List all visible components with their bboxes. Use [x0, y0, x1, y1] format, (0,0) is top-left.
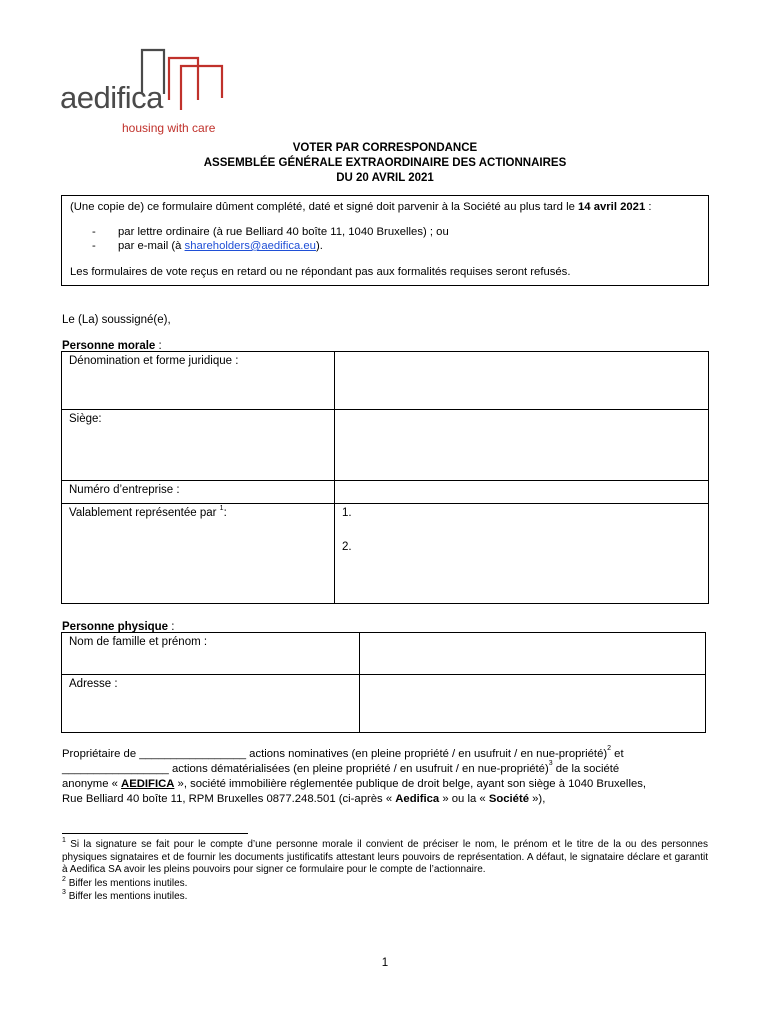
form-title: VOTER PAR CORRESPONDANCE — [292, 142, 478, 154]
natural-person-heading: Personne physique : — [62, 621, 175, 633]
representative-2: 2. — [342, 541, 352, 553]
natural-address-field[interactable] — [360, 675, 706, 733]
legal-name-field[interactable] — [335, 352, 709, 410]
ownership-line-1: Propriétaire de _________________ actions nominatives (en pleine propriété / en usufruit / en nue-propriété)$^2$ et — [62, 745, 624, 760]
footnote-1: $^1$ Si la signature se fait pour le compte d’une personne morale il convient de préciser le nom, le prénom et le titre de la ou des personnes physiques signataires et de fournir les documents justificatifs attestant leurs pouvoirs de représentation. A défaut, le signataire déclare et garantit à Aedifica SA avoir les pleins pouvoirs pour signer ce formulaire pour le compte de l’actionnaire. — [62, 837, 708, 875]
natural-person-table — [61, 632, 706, 733]
deadline-date: 14 avril 2021 — [578, 201, 646, 213]
company-name: AEDIFICA — [121, 778, 175, 790]
ownership-line-3: anonyme « AEDIFICA », société immobilière réglementée publique de droit belge, ayant son siège à 1040 Bruxelles, — [62, 778, 647, 790]
notice-intro: (Une copie de) ce formulaire dûment complété, daté et signé doit parvenir à la Société au plus tard le 14 avril 2021 : — [70, 201, 652, 213]
represented-by-label: Valablement représentée par $^1$: — [62, 504, 335, 604]
legal-person-heading: Personne morale : — [62, 340, 162, 352]
natural-address-label: Adresse : — [62, 675, 360, 733]
footnote-3: $^3$ Biffer les mentions inutiles. — [62, 889, 188, 902]
notice-option-email: - par e-mail (à shareholders@aedifica.eu). — [92, 240, 323, 252]
legal-seat-label: Siège: — [62, 410, 335, 481]
legal-name-label: Dénomination et forme juridique : — [62, 352, 335, 410]
representative-1: 1. — [342, 507, 352, 519]
ownership-line-2: _________________ actions dématérialisées (en pleine propriété / en usufruit / en nue-propriété)$^3$ de la société — [62, 760, 620, 775]
representatives-field[interactable] — [335, 504, 709, 604]
ownership-line-4: Rue Belliard 40 boîte 11, RPM Bruxelles 0877.248.501 (ci-après « Aedifica » ou la « Société »), — [62, 793, 546, 805]
legal-seat-field[interactable] — [335, 410, 709, 481]
company-number-field[interactable] — [335, 481, 709, 504]
natural-name-field[interactable] — [360, 633, 706, 675]
natural-name-label: Nom de famille et prénom : — [62, 633, 360, 675]
meeting-date: DU 20 AVRIL 2021 — [336, 172, 434, 184]
notice-box — [61, 195, 709, 286]
logo-wordmark: aedifica — [60, 80, 163, 115]
undersigned-label: Le (La) soussigné(e), — [62, 314, 171, 326]
email-link[interactable]: shareholders@aedifica.eu — [184, 240, 316, 252]
footnote-separator — [62, 833, 248, 834]
logo-tagline: housing with care — [122, 121, 216, 135]
notice-option-letter: - par lettre ordinaire (à rue Belliard 40 boîte 11, 1040 Bruxelles) ; ou — [92, 226, 449, 238]
footnote-2: $^2$ Biffer les mentions inutiles. — [62, 876, 188, 889]
company-number-label: Numéro d’entreprise : — [62, 481, 335, 504]
page-number: 1 — [381, 957, 389, 969]
notice-warning: Les formulaires de vote reçus en retard ou ne répondant pas aux formalités requises seront refusés. — [70, 266, 571, 278]
meeting-title: ASSEMBLÉE GÉNÉRALE EXTRAORDINAIRE DES ACTIONNAIRES — [203, 157, 567, 169]
legal-person-table — [61, 351, 709, 604]
